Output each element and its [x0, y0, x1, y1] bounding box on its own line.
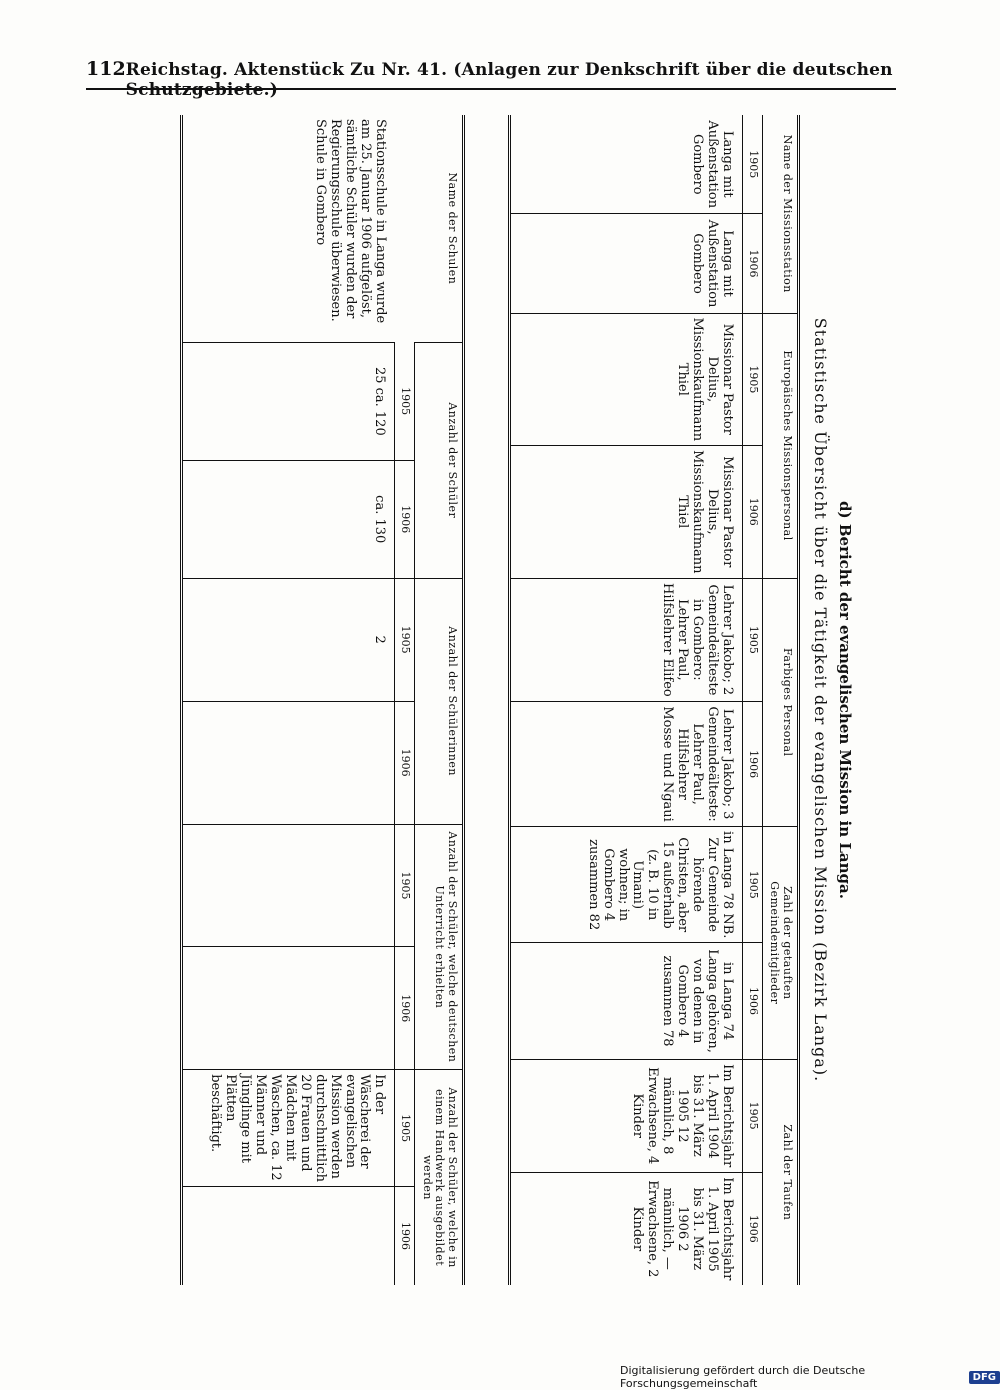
table-cell: Missionar Pastor Delius, Missionskaufmann Thiel	[510, 313, 743, 445]
table-cell	[182, 701, 395, 824]
section-heading: d) Bericht der evangelischen Mission in Langa.	[836, 501, 854, 899]
table-cell: Lehrer Jakobo; 3 Gemeindeälteste: Lehrer Paul, Hilfslehrer Mosse und Ngaui	[510, 702, 743, 827]
school-statistics-table	[180, 115, 465, 1285]
section-subtitle: Statistische Übersicht über die Tätigkeit der evangelischen Mission (Bezirk Langa).	[811, 317, 830, 1083]
year-cell: 1906	[395, 947, 415, 1070]
table-cell: 2	[182, 578, 395, 701]
header-pupils: Anzahl der Schüler	[415, 342, 464, 578]
table-row	[510, 115, 743, 1285]
table-cell: ca. 130	[182, 460, 395, 578]
header-female-pupils: Anzahl der Schülerinnen	[415, 578, 464, 824]
page-number: 112	[86, 58, 126, 80]
year-cell: 1905	[743, 1059, 763, 1172]
table-cell: In der Wäscherei der evangelischen Mission werden durchschnittlich 20 Frauen und Mädchen mit Waschen, ca. 12 Männer und Jünglinge mit Plätten beschäftigt.	[182, 1070, 395, 1187]
table-cell: in Langa 74 Langa gehören, von denen in Gombero 4 zusammen 78	[510, 943, 743, 1059]
year-cell: 1905	[395, 578, 415, 701]
table-cell: Im Berichtsjahr 1. April 1905 bis 31. März 1906 2 männlich, — Erwachsene, 2 Kinder	[510, 1172, 743, 1285]
year-cell: 1905	[743, 115, 763, 214]
dfg-logo-icon: DFG	[969, 1371, 1000, 1384]
header-european-personnel: Europäisches Missionspersonal	[762, 313, 798, 578]
year-cell: 1905	[395, 1070, 415, 1187]
year-cell: 1905	[743, 578, 763, 702]
year-cell: 1905	[395, 342, 415, 460]
header-station: Name der Missionsstation	[781, 134, 794, 293]
header-german-instruction: Anzahl der Schüler, welche deutschen Unterricht erhielten	[415, 824, 464, 1070]
table2-group-header	[415, 115, 464, 1285]
year-cell: 1906	[395, 460, 415, 578]
table-cell: Missionar Pastor Delius, Missionskaufmann Thiel	[510, 446, 743, 578]
header-native-personnel: Farbiges Personal	[762, 578, 798, 827]
header-baptized-members: Zahl der getauften Gemeindemitglieder	[762, 827, 798, 1060]
table-cell	[182, 947, 395, 1070]
year-cell: 1906	[743, 214, 763, 313]
page-header	[86, 58, 896, 100]
year-cell: 1905	[395, 824, 415, 947]
table-cell: in Langa 78 NB. Zur Gemeinde hörende Christen, aber 15 außerhalb (z. B. 10 in Umani) wohnen; in Gombero 4 zusammen 82	[510, 827, 743, 943]
header-schools: Name der Schulen	[446, 172, 459, 285]
header-craft-training: Anzahl der Schüler, welche in einem Handwerk ausgebildet werden	[415, 1070, 464, 1285]
table-cell: Lehrer Jakobo; 2 Gemeindeälteste in Gombero: Lehrer Paul, Hilfslehrer Elifeo	[510, 578, 743, 702]
mission-statistics-table	[508, 115, 800, 1285]
year-cell: 1906	[743, 1172, 763, 1285]
year-cell: 1906	[743, 943, 763, 1059]
year-cell: 1905	[743, 827, 763, 943]
table-cell: Stationsschule in Langa wurde am 25. Januar 1906 aufgelöst, sämtliche Schüler wurden der Regierungsschule überwiesen. Schule in Gombero	[313, 119, 388, 324]
table-cell: Im Berichtsjahr 1. April 1904 bis 31. März 1905 12 männlich, 8 Erwachsene, 4 Kinder	[510, 1059, 743, 1172]
year-cell: 1906	[395, 1187, 415, 1285]
footer-text: Digitalisierung gefördert durch die Deutsche Forschungsgemeinschaft	[620, 1364, 866, 1390]
header-rule	[86, 88, 896, 90]
year-cell: 1906	[743, 446, 763, 578]
table-cell	[182, 1187, 395, 1285]
table-row	[182, 115, 395, 1285]
year-cell: 1905	[743, 313, 763, 445]
header-baptisms: Zahl der Taufen	[762, 1059, 798, 1285]
digitization-footer	[620, 1364, 1000, 1390]
table-cell	[182, 824, 395, 947]
table1-year-header	[743, 115, 763, 1285]
year-cell: 1906	[743, 702, 763, 827]
table-cell: Langa mit Außenstation Gombero	[510, 214, 743, 313]
table1-group-header	[762, 115, 798, 1285]
year-cell: 1906	[395, 701, 415, 824]
table-cell: 25 ca. 120	[182, 342, 395, 460]
rotated-content	[100, 95, 860, 1355]
running-title: Reichstag. Aktenstück Zu Nr. 41. (Anlagen zur Denkschrift über die deutschen Schutzgebiete.)	[125, 60, 893, 100]
table-cell: Langa mit Außenstation Gombero	[690, 120, 736, 209]
